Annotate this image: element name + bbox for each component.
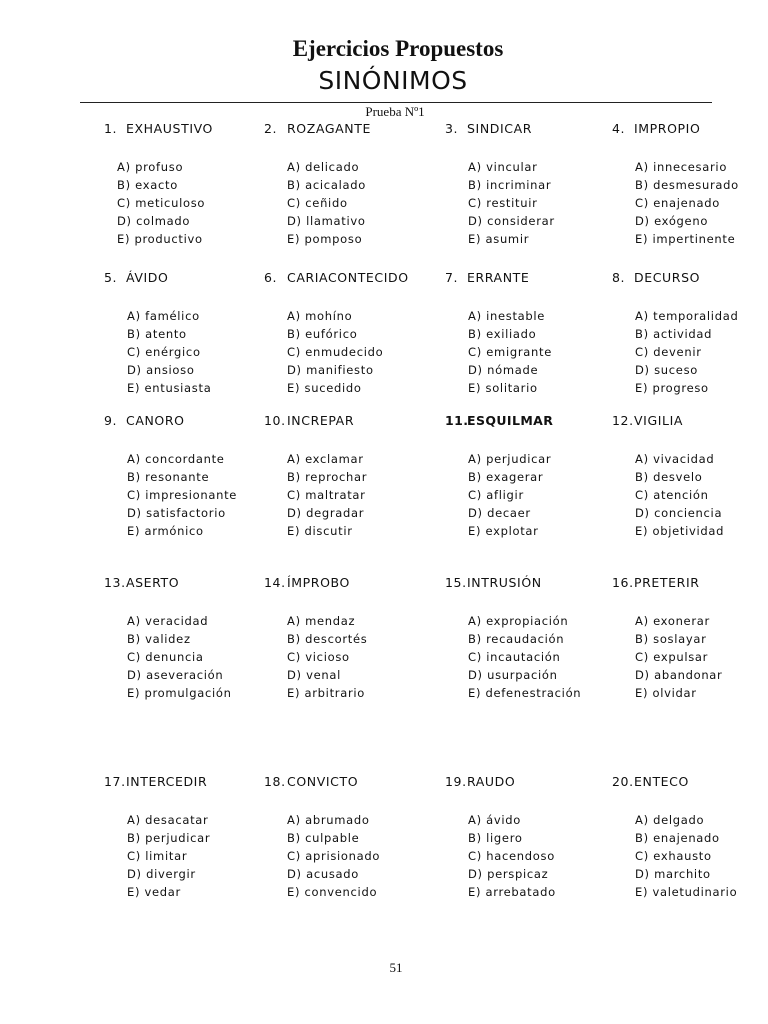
option-d: D) abandonar [635, 668, 723, 682]
option-e: E) defenestración [468, 686, 582, 700]
option-b: B) desvelo [635, 470, 703, 484]
option-c: C) atención [635, 488, 709, 502]
question-number: 8. [612, 270, 626, 285]
option-c: C) limitar [127, 849, 188, 863]
question-word: EXHAUSTIVO [126, 121, 213, 136]
option-d: D) nómade [468, 363, 539, 377]
option-a: A) innecesario [635, 160, 728, 174]
option-d: D) aseveración [127, 668, 224, 682]
options-list [127, 612, 274, 702]
option-e: E) asumir [468, 232, 530, 246]
option-d: D) ansioso [127, 363, 195, 377]
option-a: A) delicado [287, 160, 360, 174]
option-a: A) mendaz [287, 614, 356, 628]
option-e: E) entusiasta [127, 381, 212, 395]
option-d: D) usurpación [468, 668, 558, 682]
option-e: E) discutir [287, 524, 353, 538]
question-17 [104, 774, 274, 901]
option-c: C) hacendoso [468, 849, 555, 863]
option-e: E) explotar [468, 524, 539, 538]
option-a: A) perjudicar [468, 452, 552, 466]
question-heading [445, 121, 615, 137]
question-word: ERRANTE [467, 270, 530, 285]
option-e: E) sucedido [287, 381, 362, 395]
options-list [287, 307, 434, 397]
option-d: D) acusado [287, 867, 360, 881]
question-19 [445, 774, 615, 901]
option-b: B) perjudicar [127, 831, 211, 845]
question-number: 19. [445, 774, 467, 789]
question-number: 9. [104, 413, 118, 428]
option-a: A) abrumado [287, 813, 370, 827]
page-subtitle: SINÓNIMOS [318, 66, 468, 95]
question-heading [612, 121, 768, 137]
question-number: 11. [445, 413, 469, 428]
option-d: D) colmado [117, 214, 191, 228]
option-a: A) veracidad [127, 614, 209, 628]
option-e: E) progreso [635, 381, 709, 395]
question-heading [104, 413, 274, 429]
question-word: INTRUSIÓN [467, 575, 542, 590]
options-list [127, 450, 274, 540]
option-c: C) aprisionado [287, 849, 381, 863]
question-word: SINDICAR [467, 121, 533, 136]
option-a: A) famélico [127, 309, 200, 323]
option-c: C) ceñido [287, 196, 348, 210]
option-e: E) solitario [468, 381, 538, 395]
option-c: C) expulsar [635, 650, 709, 664]
option-b: B) culpable [287, 831, 360, 845]
question-number: 16. [612, 575, 634, 590]
question-7 [445, 270, 615, 397]
option-e: E) olvidar [635, 686, 697, 700]
question-heading [264, 575, 434, 591]
question-3 [445, 121, 615, 248]
option-d: D) degradar [287, 506, 365, 520]
question-number: 10. [264, 413, 286, 428]
question-word: INCREPAR [287, 413, 355, 428]
question-number: 18. [264, 774, 286, 789]
option-c: C) afligir [468, 488, 524, 502]
options-list [287, 612, 434, 702]
option-d: D) perspicaz [468, 867, 549, 881]
option-c: C) restituir [468, 196, 538, 210]
option-b: B) resonante [127, 470, 210, 484]
question-word: ASERTO [126, 575, 180, 590]
question-6 [264, 270, 434, 397]
question-14 [264, 575, 434, 702]
question-number: 13. [104, 575, 126, 590]
option-d: D) llamativo [287, 214, 366, 228]
option-c: C) devenir [635, 345, 702, 359]
options-list [127, 811, 274, 901]
option-e: E) promulgación [127, 686, 232, 700]
option-c: C) incautación [468, 650, 561, 664]
option-b: B) desmesurado [635, 178, 739, 192]
question-8 [612, 270, 768, 397]
option-b: B) exiliado [468, 327, 537, 341]
option-b: B) exacto [117, 178, 178, 192]
question-word: ÍMPROBO [287, 575, 350, 590]
options-list [127, 307, 274, 397]
options-list [635, 450, 768, 540]
header-divider [80, 102, 712, 103]
option-a: A) temporalidad [635, 309, 739, 323]
options-list [635, 811, 768, 901]
option-b: B) recaudación [468, 632, 565, 646]
options-list [635, 307, 768, 397]
options-list [287, 450, 434, 540]
option-e: E) vedar [127, 885, 181, 899]
option-c: C) enajenado [635, 196, 720, 210]
question-heading [445, 774, 615, 790]
option-b: B) validez [127, 632, 191, 646]
option-a: A) expropiación [468, 614, 569, 628]
options-list [287, 158, 434, 248]
question-5 [104, 270, 274, 397]
page-title: Ejercicios Propuestos [292, 36, 504, 61]
options-list [468, 307, 615, 397]
question-heading [264, 270, 434, 286]
question-heading [264, 774, 434, 790]
question-number: 7. [445, 270, 459, 285]
question-word: ÁVIDO [126, 270, 169, 285]
options-list [287, 811, 434, 901]
question-16 [612, 575, 768, 702]
question-number: 1. [104, 121, 118, 136]
option-d: D) exógeno [635, 214, 709, 228]
question-heading [104, 121, 274, 137]
question-number: 3. [445, 121, 459, 136]
option-c: C) enmudecido [287, 345, 384, 359]
question-1 [104, 121, 274, 248]
question-18 [264, 774, 434, 901]
options-list [635, 612, 768, 702]
option-b: B) enajenado [635, 831, 720, 845]
question-word: VIGILIA [634, 413, 684, 428]
option-a: A) vivacidad [635, 452, 715, 466]
option-a: A) exonerar [635, 614, 710, 628]
option-d: D) venal [287, 668, 342, 682]
question-heading [612, 575, 768, 591]
option-d: D) decaer [468, 506, 531, 520]
options-list [635, 158, 768, 248]
question-number: 12. [612, 413, 634, 428]
question-number: 2. [264, 121, 278, 136]
option-a: A) concordante [127, 452, 225, 466]
question-number: 15. [445, 575, 467, 590]
option-e: E) objetividad [635, 524, 725, 538]
option-d: D) divergir [127, 867, 196, 881]
question-word: INTERCEDIR [126, 774, 208, 789]
option-b: B) acicalado [287, 178, 366, 192]
question-word: CANORO [126, 413, 185, 428]
option-b: B) ligero [468, 831, 523, 845]
option-c: C) meticuloso [117, 196, 206, 210]
option-e: E) arbitrario [287, 686, 366, 700]
option-d: D) suceso [635, 363, 699, 377]
option-c: C) exhausto [635, 849, 712, 863]
option-b: B) actividad [635, 327, 713, 341]
question-heading [104, 270, 274, 286]
option-d: D) marchito [635, 867, 711, 881]
question-11 [445, 413, 615, 540]
options-list [468, 158, 615, 248]
question-heading [612, 774, 768, 790]
option-c: C) vicioso [287, 650, 350, 664]
option-c: C) emigrante [468, 345, 552, 359]
question-heading [104, 575, 274, 591]
question-number: 5. [104, 270, 118, 285]
option-a: A) inestable [468, 309, 546, 323]
question-heading [264, 121, 434, 137]
question-word: CARIACONTECIDO [287, 270, 409, 285]
option-e: E) armónico [127, 524, 204, 538]
options-list [468, 612, 615, 702]
option-d: D) considerar [468, 214, 555, 228]
option-b: B) incriminar [468, 178, 552, 192]
option-e: E) productivo [117, 232, 203, 246]
test-label: Prueba Nº1 [365, 104, 425, 119]
question-number: 4. [612, 121, 626, 136]
question-heading [445, 270, 615, 286]
option-a: A) mohíno [287, 309, 353, 323]
option-e: E) convencido [287, 885, 378, 899]
options-list [468, 811, 615, 901]
question-15 [445, 575, 615, 702]
question-word: DECURSO [634, 270, 701, 285]
question-number: 20. [612, 774, 634, 789]
option-b: B) eufórico [287, 327, 358, 341]
question-10 [264, 413, 434, 540]
question-heading [612, 413, 768, 429]
option-c: C) impresionante [127, 488, 238, 502]
question-word: CONVICTO [287, 774, 359, 789]
question-word: PRETERIR [634, 575, 700, 590]
question-heading [264, 413, 434, 429]
question-heading [612, 270, 768, 286]
question-heading [445, 575, 615, 591]
question-heading [104, 774, 274, 790]
option-c: C) maltratar [287, 488, 366, 502]
question-12 [612, 413, 768, 540]
question-word: ENTECO [634, 774, 689, 789]
option-d: D) manifiesto [287, 363, 374, 377]
option-a: A) delgado [635, 813, 705, 827]
option-a: A) vincular [468, 160, 538, 174]
option-a: A) ávido [468, 813, 521, 827]
question-heading [445, 413, 615, 429]
option-b: B) descortés [287, 632, 368, 646]
question-word: ESQUILMAR [467, 413, 554, 428]
question-word: IMPROPIO [634, 121, 701, 136]
question-number: 6. [264, 270, 278, 285]
option-e: E) valetudinario [635, 885, 738, 899]
question-9 [104, 413, 274, 540]
page-number: 51 [389, 960, 403, 975]
question-2 [264, 121, 434, 248]
option-a: A) desacatar [127, 813, 209, 827]
option-b: B) reprochar [287, 470, 368, 484]
option-b: B) atento [127, 327, 187, 341]
question-number: 14. [264, 575, 286, 590]
option-d: D) conciencia [635, 506, 723, 520]
option-a: A) exclamar [287, 452, 364, 466]
option-a: A) profuso [117, 160, 184, 174]
option-e: E) pomposo [287, 232, 363, 246]
option-e: E) impertinente [635, 232, 736, 246]
option-b: B) exagerar [468, 470, 544, 484]
question-4 [612, 121, 768, 248]
option-e: E) arrebatado [468, 885, 556, 899]
option-c: C) denuncia [127, 650, 204, 664]
options-list [117, 158, 274, 248]
option-d: D) satisfactorio [127, 506, 226, 520]
question-word: ROZAGANTE [287, 121, 371, 136]
option-b: B) soslayar [635, 632, 707, 646]
options-list [468, 450, 615, 540]
option-c: C) enérgico [127, 345, 201, 359]
question-word: RAUDO [467, 774, 516, 789]
question-13 [104, 575, 274, 702]
question-20 [612, 774, 768, 901]
question-number: 17. [104, 774, 126, 789]
